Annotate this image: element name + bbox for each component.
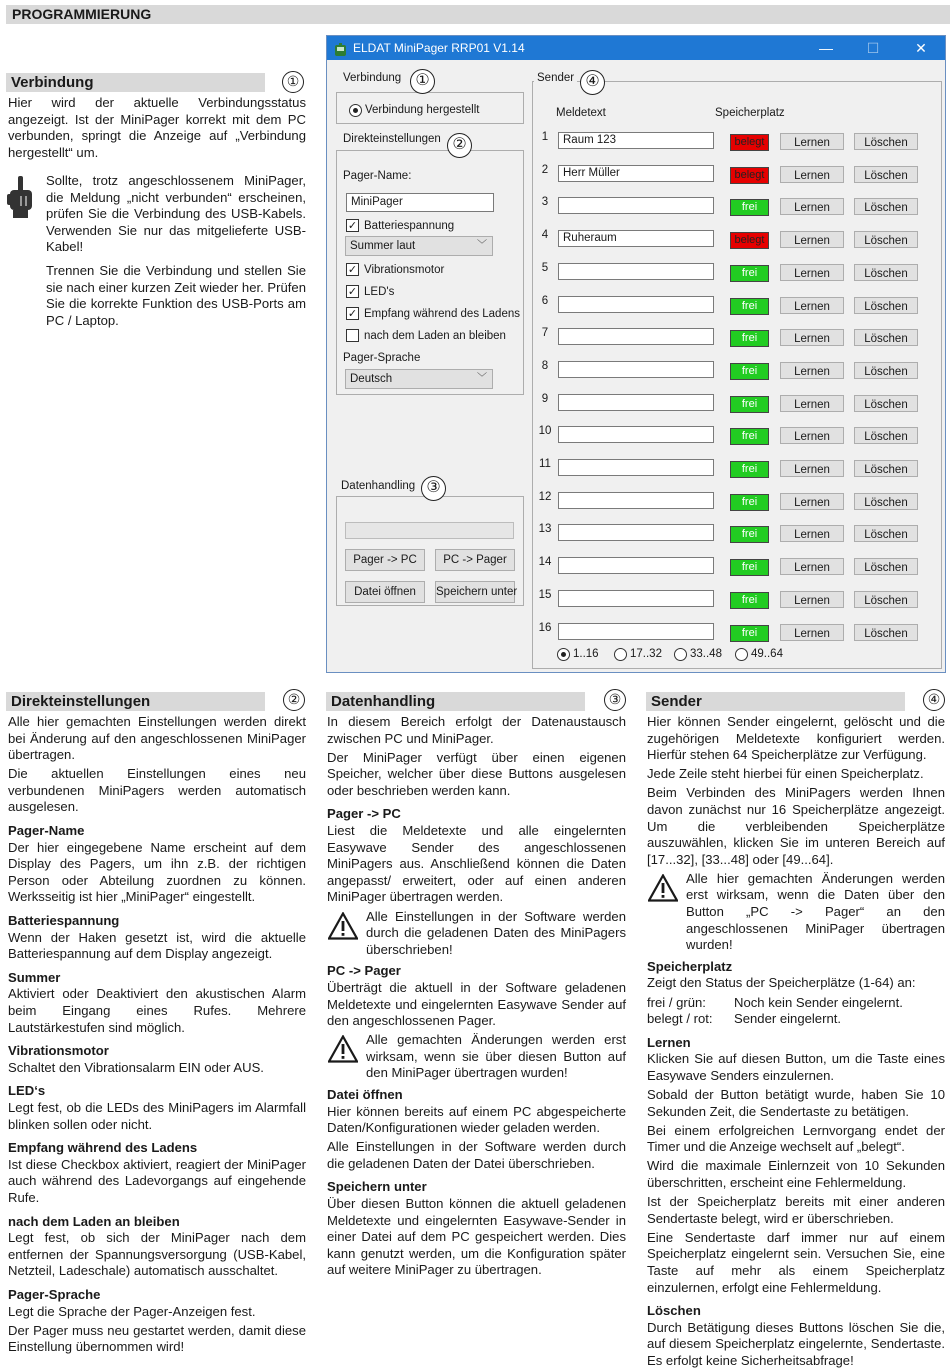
range-radio-3[interactable]: 33..48 bbox=[674, 648, 722, 661]
sprache-select[interactable]: Deutsch ﹀ bbox=[345, 369, 493, 389]
status-legend-frei: frei / grün: Noch kein Sender eingelernt. bbox=[647, 994, 903, 1010]
daten-heading: Datenhandling ③ bbox=[326, 692, 626, 711]
verbindung-text: Hier wird der aktuelle Verbindungsstatus angezeigt. Ist der MiniPager korrekt mit dem PC verbunden, springt die Anzeige auf „Verbindung hergestellt“ um. bbox=[8, 95, 306, 160]
loeschen-button[interactable]: Löschen bbox=[854, 362, 918, 379]
verbindung-notes: Sollte, trotz angeschlossenem MiniPager, die Meldung „nicht verbunden“ erscheinen, prüfen Sie die Verbindung des USB-Kabels. Verwenden Sie nur das mitgelieferte USB-Kabel! Trennen Sie die Verbindung und stellen Sie sie nach einer kurzen Zeit wieder her. Prüfen Sie die korrekte Funktion des USB-Ports am PC / Laptop. bbox=[46, 173, 306, 328]
sender-row bbox=[538, 294, 938, 312]
direkt-group-label: Direkteinstellungen bbox=[340, 133, 444, 145]
section-number-1: ① bbox=[282, 71, 304, 93]
loeschen-button[interactable]: Löschen bbox=[854, 297, 918, 314]
row-number: 11 bbox=[539, 458, 551, 470]
status-badge: frei bbox=[730, 461, 769, 478]
lernen-button[interactable]: Lernen bbox=[780, 166, 844, 183]
sprache-label: Pager-Sprache bbox=[343, 352, 421, 364]
callout-1: ① bbox=[410, 69, 435, 94]
loeschen-button[interactable]: Löschen bbox=[854, 558, 918, 575]
nach-laden-checkbox[interactable]: nach dem Laden an bleiben bbox=[346, 329, 506, 343]
loeschen-button[interactable]: Löschen bbox=[854, 231, 918, 248]
direkt-heading: Direkteinstellungen ② bbox=[6, 692, 306, 711]
verbindung-group-label: Verbindung bbox=[340, 72, 404, 84]
meldetext-input[interactable]: Herr Müller bbox=[558, 165, 714, 182]
pager-name-label: Pager-Name: bbox=[343, 170, 412, 182]
lernen-button[interactable]: Lernen bbox=[780, 231, 844, 248]
pager-name-input[interactable]: MiniPager bbox=[346, 193, 494, 212]
lernen-button[interactable]: Lernen bbox=[780, 525, 844, 542]
sender-row bbox=[538, 555, 938, 573]
loeschen-button[interactable]: Löschen bbox=[854, 427, 918, 444]
app-logo-icon bbox=[334, 41, 347, 55]
window-title: ELDAT MiniPager RRP01 V1.14 bbox=[353, 41, 525, 55]
status-badge: frei bbox=[730, 396, 769, 413]
lernen-button[interactable]: Lernen bbox=[780, 493, 844, 510]
page-title: PROGRAMMIERUNG bbox=[6, 5, 950, 24]
range-radio-2[interactable]: 17..32 bbox=[614, 648, 662, 661]
sender-heading: Sender ④ bbox=[646, 692, 946, 711]
sender-text: Hier können Sender eingelernt, gelöscht und die zugehörigen Meldetexte konfiguriert werden. Hierfür stehen 64 Speicherplätze zur Verfügung. Jede Zeile steht hierbei für einen Speicherplatz. Beim Verbinden des MiniPagers werden Ihnen davon zunächst nur 16 Speicherplätze angezeigt. Um die verbleibenden Speicherplätze auszuwählen, klicken Sie im unteren Bereich auf [17...32], [33...48] oder [49...64]. Alle hier gemachten Änderungen werden erst wirksam, wenn die Daten über den Button „PC -> Pager“ an den angeschlossenen MiniPager übertragen wurden! Speicherplatz Zeigt den Status der Speicherplätze (1-64) an: frei / grün: Noch kein Sender eingelernt. belegt / rot: Sender eingelernt. Lernen Klicken Sie auf diesen Button, um die Taste eines Easywave Senders einzulernen. Sobald der Button betätigt wurde, haben Sie 10 Sekunden Zeit, die Sendertaste zu betätigen. Bei einem erfolgreichen Lernvorgang endet der Timer und die Anzeige wechselt auf „belegt“. Wird die maximale Einlernzeit von 10 Sekunden überschritten, erscheint eine Fehlermeldung. Ist der Speicherplatz bereits mit einer anderen Sendertaste belegt, wird er überschrieben. Eine Sendertaste darf immer nur auf einem Speicherplatz eingelernt sein. Versuchen Sie, eine Taste auf mehr als einem Speicherplatz einzulernen, erfolgt eine Fehlermeldung. Löschen Durch Betätigung dieses Buttons löschen Sie die, auf diesem Speicherplatz eingelernte, Sendertaste. Es erfolgt keine Sicherheitsabfrage! bbox=[647, 714, 945, 1368]
lernen-button[interactable]: Lernen bbox=[780, 427, 844, 444]
sender-row bbox=[538, 228, 938, 246]
row-number: 4 bbox=[541, 229, 549, 242]
sender-row bbox=[538, 195, 938, 213]
status-badge: frei bbox=[730, 526, 769, 543]
leds-checkbox[interactable]: ✓ LED's bbox=[347, 286, 395, 298]
row-number: 10 bbox=[538, 425, 552, 438]
meldetext-input[interactable] bbox=[558, 557, 714, 574]
sender-group-label: Sender bbox=[534, 72, 577, 84]
status-badge: frei bbox=[730, 494, 769, 511]
status-badge: frei bbox=[730, 265, 769, 282]
callout-4: ④ bbox=[580, 70, 605, 95]
meldetext-input[interactable] bbox=[558, 426, 714, 443]
lernen-button[interactable]: Lernen bbox=[780, 264, 844, 281]
section-number-2: ② bbox=[283, 689, 305, 711]
row-number: 3 bbox=[541, 196, 549, 209]
status-badge: frei bbox=[730, 592, 769, 609]
sender-row bbox=[538, 490, 938, 508]
battery-checkbox[interactable]: ✓ Batteriespannung bbox=[347, 220, 455, 232]
warning-note-pp: Alle Einstellungen in der Software werden durch die geladenen Daten des MiniPagers überschrieben! bbox=[327, 909, 626, 959]
status-badge: frei bbox=[730, 428, 769, 445]
sender-row bbox=[538, 392, 938, 410]
lernen-button[interactable]: Lernen bbox=[780, 133, 844, 150]
row-number: 12 bbox=[538, 490, 552, 503]
row-number: 7 bbox=[541, 327, 549, 340]
loeschen-button[interactable]: Löschen bbox=[854, 395, 918, 412]
lernen-button[interactable]: Lernen bbox=[780, 329, 844, 346]
meldetext-input[interactable] bbox=[558, 524, 714, 541]
range-radio-4[interactable]: 49..64 bbox=[735, 648, 783, 661]
daten-group-label: Datenhandling bbox=[338, 480, 418, 492]
row-number: 15 bbox=[538, 588, 552, 601]
loeschen-button[interactable]: Löschen bbox=[854, 264, 918, 281]
section-number-4: ④ bbox=[923, 689, 945, 711]
meldetext-input[interactable] bbox=[558, 394, 714, 411]
loeschen-button[interactable]: Löschen bbox=[854, 493, 918, 510]
status-badge: frei bbox=[730, 625, 769, 642]
window-titlebar bbox=[327, 36, 945, 60]
status-badge: belegt bbox=[730, 167, 769, 184]
row-number: 16 bbox=[538, 621, 552, 634]
callout-2: ② bbox=[447, 133, 472, 158]
loeschen-button[interactable]: Löschen bbox=[854, 525, 918, 542]
sender-row bbox=[538, 588, 938, 606]
row-number: 1 bbox=[541, 131, 549, 143]
status-legend-belegt: belegt / rot: Sender eingelernt. bbox=[647, 1011, 842, 1027]
warning-icon bbox=[328, 1035, 358, 1068]
sender-row bbox=[538, 326, 938, 344]
loeschen-button[interactable]: Löschen bbox=[854, 166, 918, 183]
daten-text: In diesem Bereich erfolgt der Datenaustausch zwischen PC und MiniPager. Der MiniPager verfügt über einen eigenen Speicher, welcher über diese Buttons ausgelesen oder beschrieben werden kann. Pager -> PC Liest die Meldetexte und alle eingelernten Easywave Sender des angeschlossenen MiniPagers aus. Anschließend können die Daten angepasst/ erweitert, oder auf einen anderen MiniPager übertragen werden. Alle Einstellungen in der Software werden durch die geladenen Daten des MiniPagers überschrieben! PC -> Pager Überträgt die aktuell in der Software geladenen Meldetexte und eingelernten Easywave Sender auf den angeschlossenen Pager. Alle gemachten Änderungen werden erst wirksam, wenn sie über diesen Button auf den MiniPager übertragen wurden! Datei öffnen Hier können bereits auf einem PC abgespeicherte Daten/Konfigurationen wieder geladen werden. Alle Einstellungen in der Software werden durch die geladenen Daten der Datei überschrieben. Speichern unter Über diesen Button können die aktuell geladenen Meldetexte und eingelernten Easywave-Sender in einer Datei auf dem PC gespeichert werden. Dies kann genutzt werden, um die Konfiguration später auf weitere MiniPager zu übertragen. bbox=[327, 714, 626, 1278]
pager-to-pc-button[interactable]: Pager -> PC bbox=[345, 549, 425, 571]
save-as-button[interactable]: Speichern unter bbox=[435, 581, 515, 603]
chevron-down-icon: ﹀ bbox=[477, 373, 487, 384]
meldetext-input[interactable] bbox=[558, 623, 714, 640]
close-button[interactable]: ✕ bbox=[915, 40, 927, 56]
sender-rows bbox=[538, 130, 938, 640]
loeschen-button[interactable]: Löschen bbox=[854, 591, 918, 608]
open-file-button[interactable]: Datei öffnen bbox=[345, 581, 425, 603]
sender-row bbox=[538, 261, 938, 279]
callout-3: ③ bbox=[421, 476, 446, 501]
status-badge: frei bbox=[730, 298, 769, 315]
sender-row bbox=[538, 359, 938, 377]
lernen-button[interactable]: Lernen bbox=[780, 395, 844, 412]
sender-row bbox=[538, 130, 938, 148]
warning-note-sender: Alle hier gemachten Änderungen werden erst wirksam, wenn die Daten über den Button „PC -> Pager“ an den angeschlossenen MiniPager übertragen wurden! bbox=[647, 871, 945, 954]
row-number: 13 bbox=[538, 523, 552, 536]
sender-row bbox=[538, 424, 938, 442]
warning-icon bbox=[648, 874, 678, 907]
sender-row bbox=[538, 621, 938, 639]
warning-note-pc: Alle gemachten Änderungen werden erst wirksam, wenn sie über diesen Button auf den MiniPager übertragen wurden! bbox=[327, 1032, 626, 1082]
status-badge: frei bbox=[730, 363, 769, 380]
row-number: 2 bbox=[541, 163, 549, 176]
status-badge: frei bbox=[730, 199, 769, 216]
meldetext-column-header: Meldetext bbox=[556, 107, 606, 119]
lernen-button[interactable]: Lernen bbox=[780, 297, 844, 314]
lernen-button[interactable]: Lernen bbox=[780, 558, 844, 575]
verbindung-heading: Verbindung ① bbox=[6, 73, 306, 92]
pc-to-pager-button[interactable]: PC -> Pager bbox=[435, 549, 515, 571]
meldetext-input[interactable] bbox=[558, 263, 714, 280]
section-number-3: ③ bbox=[604, 689, 626, 711]
summer-select[interactable]: Summer laut ﹀ bbox=[345, 236, 493, 256]
loeschen-button[interactable]: Löschen bbox=[854, 460, 918, 477]
chevron-down-icon: ﹀ bbox=[477, 240, 487, 251]
status-badge: belegt bbox=[730, 232, 769, 249]
meldetext-input[interactable]: Raum 123 bbox=[558, 132, 714, 149]
lernen-button[interactable]: Lernen bbox=[780, 460, 844, 477]
meldetext-input[interactable] bbox=[558, 590, 714, 607]
loeschen-button[interactable]: Löschen bbox=[854, 133, 918, 150]
loeschen-button[interactable]: Löschen bbox=[854, 329, 918, 346]
empfang-checkbox[interactable]: ✓ Empfang während des Ladens bbox=[347, 308, 520, 320]
meldetext-input[interactable] bbox=[558, 361, 714, 378]
row-number: 8 bbox=[541, 359, 549, 372]
meldetext-input[interactable] bbox=[558, 459, 714, 476]
lernen-button[interactable]: Lernen bbox=[780, 624, 844, 641]
warning-icon bbox=[328, 912, 358, 945]
meldetext-input[interactable] bbox=[558, 197, 714, 214]
range-radio-1[interactable]: 1..16 bbox=[557, 648, 599, 661]
maximize-button[interactable]: ☐ bbox=[866, 40, 880, 56]
connection-status-radio: Verbindung hergestellt bbox=[349, 104, 479, 117]
app-window bbox=[326, 35, 946, 673]
status-badge: belegt bbox=[730, 134, 769, 151]
speicherplatz-column-header: Speicherplatz bbox=[715, 107, 785, 119]
lernen-button[interactable]: Lernen bbox=[780, 198, 844, 215]
meldetext-input[interactable] bbox=[558, 296, 714, 313]
sender-row bbox=[538, 522, 938, 540]
progress-bar bbox=[345, 522, 514, 539]
row-number: 5 bbox=[541, 261, 549, 274]
direkt-text: Alle hier gemachten Einstellungen werden direkt bei Änderung auf den angeschlossenen MiniPager übertragen. Die aktuellen Einstellungen eines neu verbundenen MiniPagers werden automatisch ausgelesen. Pager-Name Der hier eingegebene Name erscheint auf dem Display des Pagers, um ihn z.B. der richtigen Person oder Abteilung zuordnen zu können. Werksseitig ist hier „MiniPager“ eingestellt. Batteriespannung Wenn der Haken gesetzt ist, wird die aktuelle Batteriespannung auf dem Display angezeigt. Summer Aktiviert oder Deaktiviert den akustischen Alarm beim Eingang eines Rufes. Mehrere Lautstärkestufen sind möglich. Vibrationsmotor Schaltet den Vibrationsalarm EIN oder AUS. LED‘s Legt fest, ob die LEDs des MiniPagers im Alarmfall blinken sollen oder nicht. Empfang während des Ladens Ist diese Checkbox aktiviert, reagiert der MiniPager auch während des Ladevorgangs auf eingehende Rufe. nach dem Laden an bleiben Legt fest, ob sich der MiniPager nach dem entfernen der Spannungsversorgung (USB-Kabel, Netzteil, Ladeschale) automatisch ausschaltet. Pager-Sprache Legt die Sprache der Pager-Anzeigen fest. Der Pager muss neu gestartet werden, damit diese Einstellung übernommen wird! bbox=[8, 714, 306, 1355]
pointing-hand-icon bbox=[7, 176, 37, 218]
meldetext-input[interactable]: Ruheraum bbox=[558, 230, 714, 247]
row-number: 6 bbox=[541, 294, 549, 307]
lernen-button[interactable]: Lernen bbox=[780, 362, 844, 379]
vibration-checkbox[interactable]: ✓ Vibrationsmotor bbox=[347, 264, 445, 276]
lernen-button[interactable]: Lernen bbox=[780, 591, 844, 608]
loeschen-button[interactable]: Löschen bbox=[854, 198, 918, 215]
row-number: 14 bbox=[538, 556, 552, 569]
row-number: 9 bbox=[541, 392, 549, 405]
meldetext-input[interactable] bbox=[558, 328, 714, 345]
status-badge: frei bbox=[730, 330, 769, 347]
loeschen-button[interactable]: Löschen bbox=[854, 624, 918, 641]
meldetext-input[interactable] bbox=[558, 492, 714, 509]
sender-row bbox=[538, 457, 938, 475]
status-badge: frei bbox=[730, 559, 769, 576]
sender-row bbox=[538, 163, 938, 181]
minimize-button[interactable]: — bbox=[819, 40, 833, 56]
